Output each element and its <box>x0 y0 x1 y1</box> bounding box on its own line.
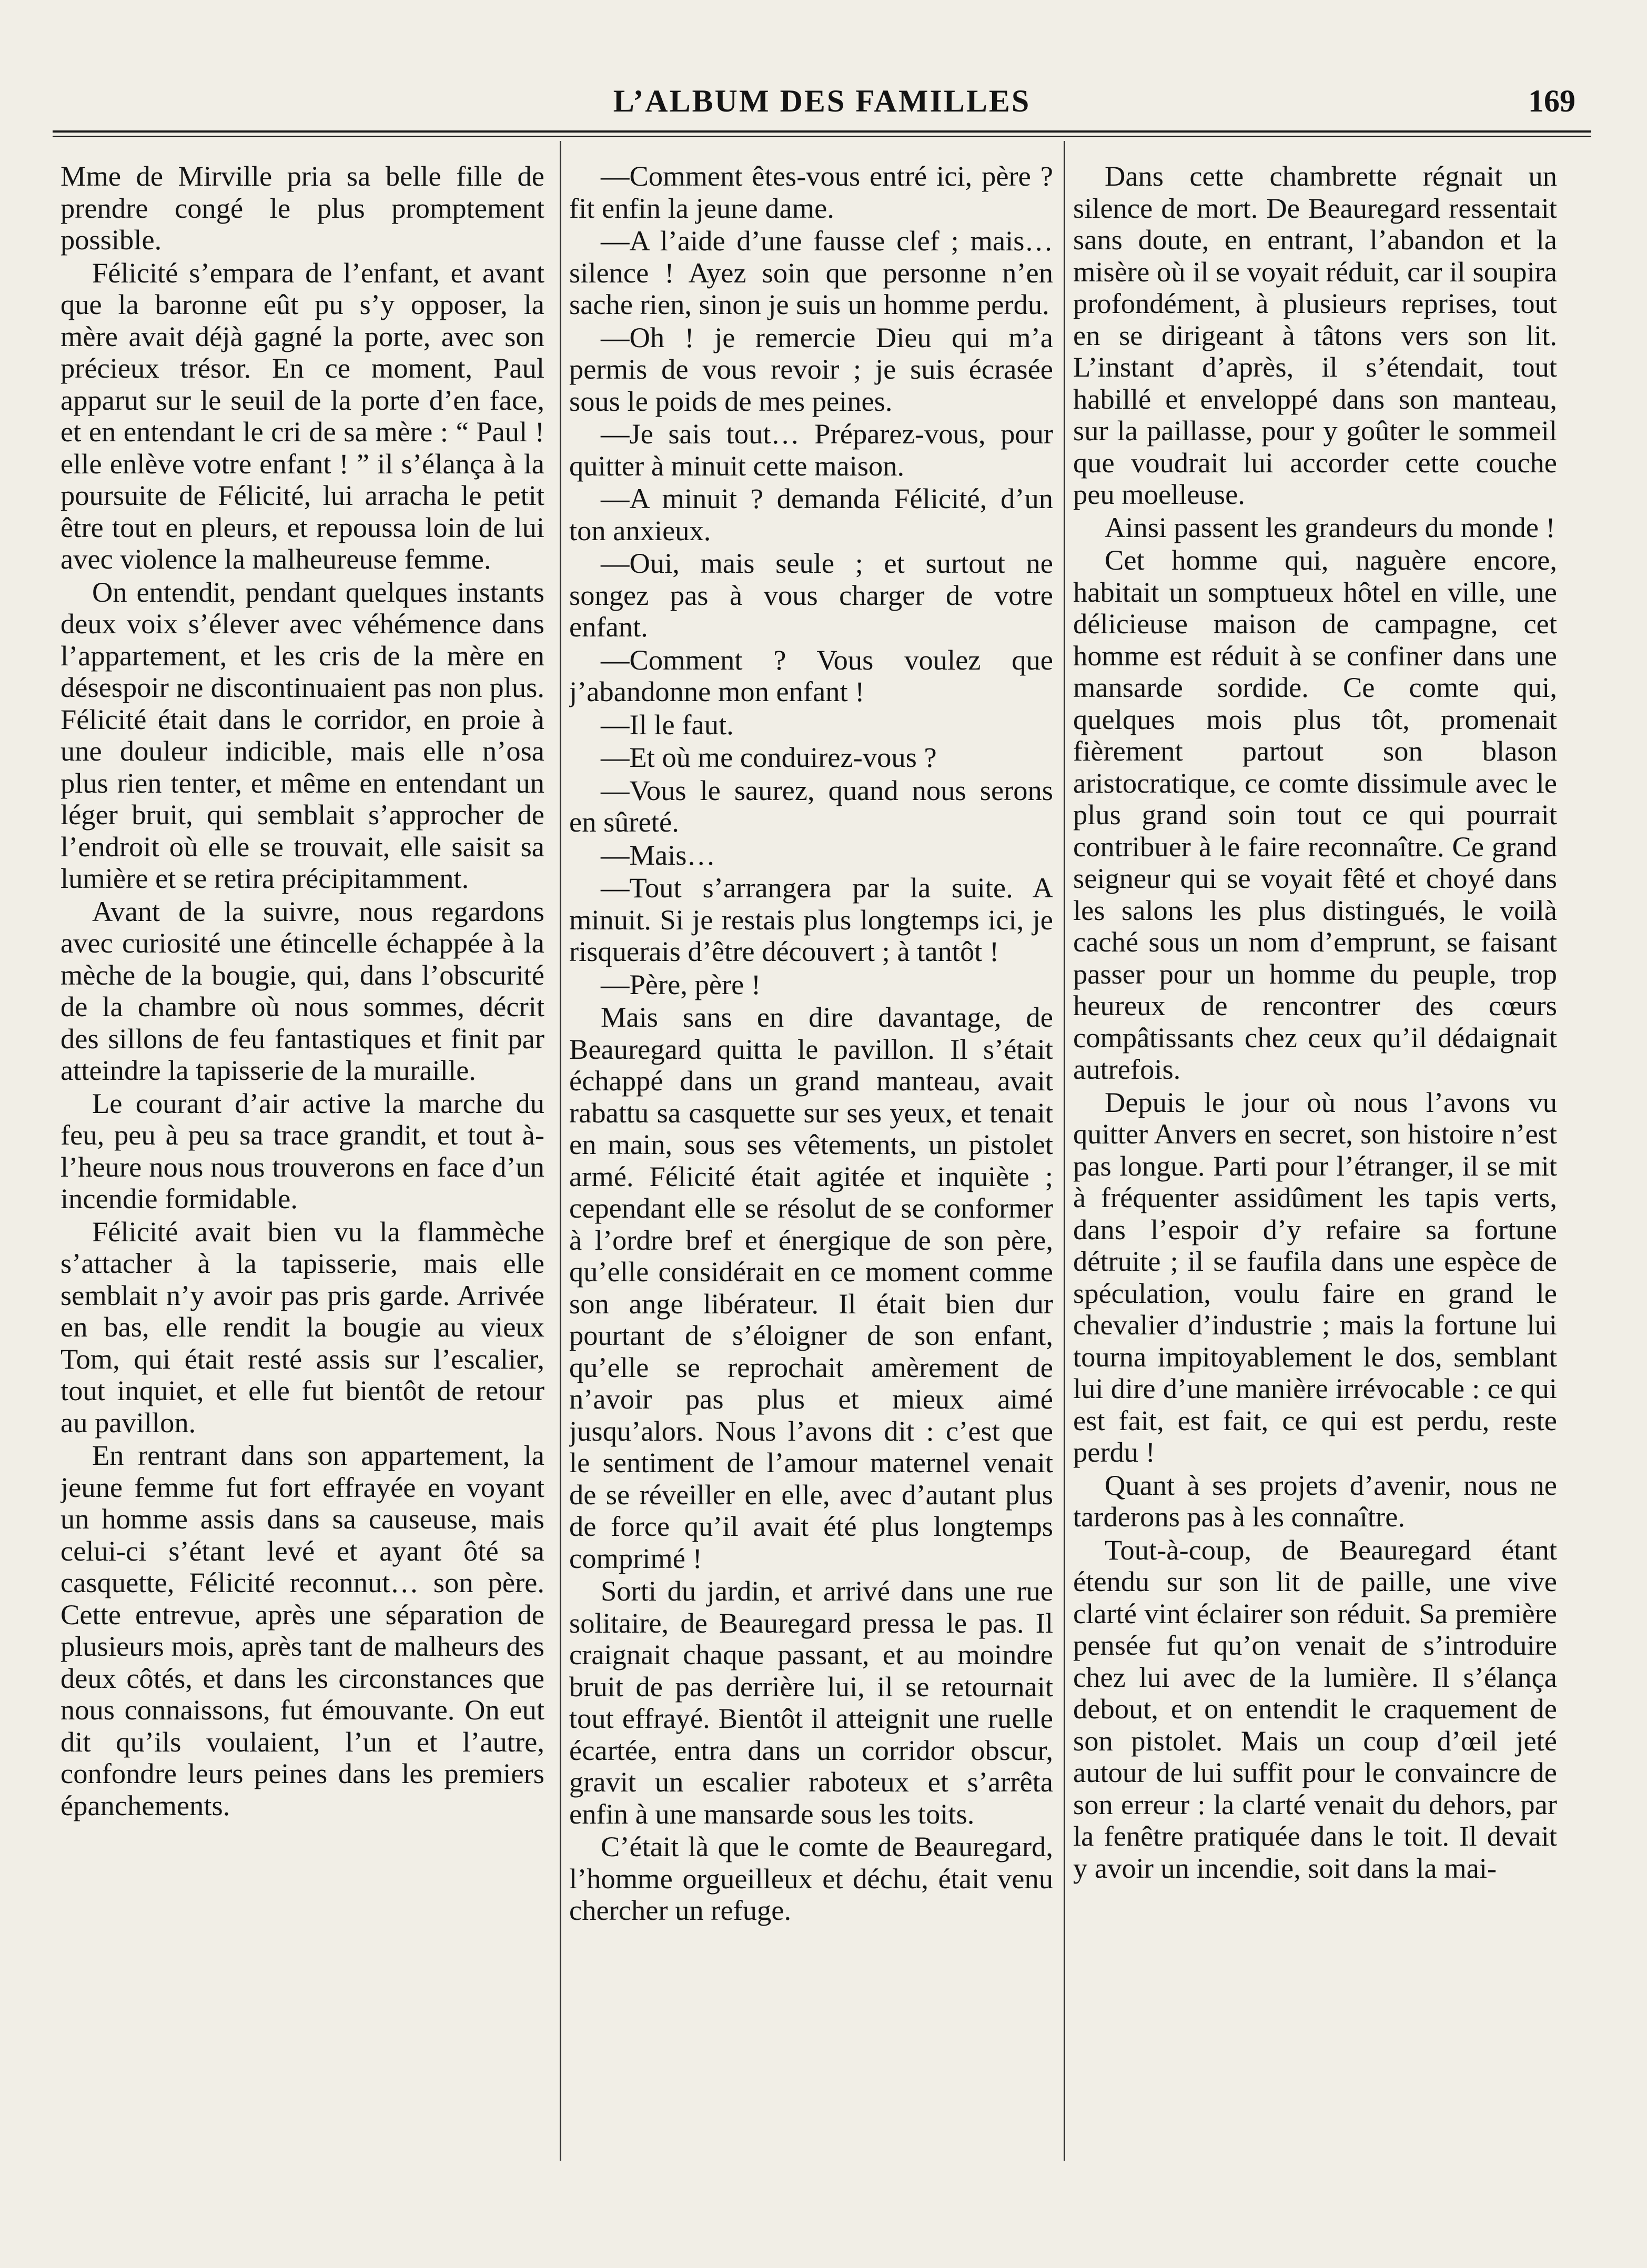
paragraph: Avant de la suivre, nous regardons avec curiosité une étincelle échappée à la mèche de la bougie, qui, dans l’obscurité de la chambre où nous sommes, décrit des sillons de feu fantastiques et finit par atteindre la tapisserie de la muraille. <box>60 895 544 1086</box>
dialogue-line: —A minuit ? demanda Félicité, d’un ton anxieux. <box>569 482 1053 546</box>
paragraph: En rentrant dans son appartement, la jeune femme fut fort effrayée en voyant un homme assis dans sa causeuse, mais celui-ci s’étant levé et ayant ôté sa casquette, Félicité reconnut… son père. Cette entrevue, après une séparation de plusieurs mois, après tant de malheurs des deux côtés, et dans les circonstances que nous connaissons, fut émouvante. On eut dit qu’ils voulaient, l’un et l’autre, confondre leurs peines dans les premiers épanchements. <box>60 1439 544 1821</box>
paragraph: Ainsi passent les grandeurs du monde ! <box>1105 511 1555 543</box>
dialogue-line: —Comment êtes-vous entré ici, père ? fit enfin la jeune dame. <box>569 160 1053 224</box>
dialogue-line: —Oui, mais seule ; et surtout ne songez pas à vous charger de votre enfant. <box>569 547 1053 643</box>
header-rule <box>53 130 1591 133</box>
text-column-2 <box>569 160 1053 2191</box>
paragraph: Le courant d’air active la marche du feu, peu à peu sa trace grandit, et tout à-l’heure nous nous trouverons en face d’un incendie formidable. <box>60 1087 544 1214</box>
paragraph: Mais sans en dire davantage, de Beauregard quitta le pavillon. Il s’était échappé dans un grand manteau, avait rabattu sa casquette sur ses yeux, et tenait en main, sous ses vêtements, un pistolet armé. Félicité était agitée et inquiète ; cependant elle se résolut de se conformer à l’ordre bref et énergique de son père, qu’elle considérait en ce moment comme son ange libérateur. Il était bien dur pourtant de s’éloigner de son enfant, qu’elle se reprochait amèrement de n’avoir pas plus et mieux aimé jusqu’alors. Nous l’avons dit : c’est que le sentiment de l’amour maternel venait de se réveiller en elle, avec d’autant plus de force qu’il avait été plus longtemps comprimé ! <box>569 1001 1053 1574</box>
paragraph: On entendit, pendant quelques instants deux voix s’élever avec véhémence dans l’appartement, et les cris de la mère en désespoir ne discontinuaient pas non plus. Félicité était dans le corridor, en proie à une douleur indicible, mais elle n’osa plus rien tenter, et même en entendant un léger bruit, qui semblait s’approcher de l’endroit où elle se trouvait, elle saisit sa lumière et se retira précipitamment. <box>60 575 544 894</box>
paragraph: Cet homme qui, naguère encore, habitait un somptueux hôtel en ville, une délicieuse maison de campagne, cet homme est réduit à se confiner dans une mansarde sordide. Ce comte qui, quelques mois plus tôt, promenait fièrement partout son blason aristocratique, ce comte dissimule avec le plus grand soin tout ce qui pourrait contribuer à le faire reconnaître. Ce grand seigneur qui se voyait fêté et choyé dans les salons les plus distingués, le voilà caché sous un nom d’emprunt, se faisant passer pour un homme du peuple, trop heureux de rencontrer des cœurs compâtissants chez ceux qu’il dédaignait autrefois. <box>1073 544 1557 1085</box>
column-divider <box>560 141 561 2161</box>
dialogue-line: —Il le faut. <box>601 708 734 741</box>
paragraph: Félicité s’empara de l’enfant, et avant que la baronne eût pu s’y opposer, la mère avait déjà gagné la porte, avec son précieux trésor. En ce moment, Paul apparut sur le seuil de la porte d’en face, et en entendant le cri de sa mère : “ Paul ! elle enlève votre enfant ! ” il s’élança à la poursuite de Félicité, lui arracha le petit être tout en pleurs, et repoussa loin de lui avec violence la malheureuse femme. <box>60 256 544 575</box>
page-number: 169 <box>1528 84 1575 118</box>
column-divider <box>1064 141 1065 2161</box>
dialogue-line: —Oh ! je remercie Dieu qui m’a permis de vous revoir ; je suis écrasée sous le poids de mes peines. <box>569 321 1053 417</box>
text-column-3 <box>1073 160 1557 2191</box>
paragraph: C’était là que le comte de Beauregard, l’homme orgueilleux et déchu, était venu chercher un refuge. <box>569 1830 1053 1926</box>
paragraph: Depuis le jour où nous l’avons vu quitter Anvers en secret, son histoire n’est pas longue. Parti pour l’étranger, il se mit à fréquenter assidûment les tapis verts, dans l’espoir d’y refaire sa fortune détruite ; il se faufila dans une espèce de spéculation, voulu faire en grand le chevalier d’industrie ; mais la fortune lui tourna impitoyablement le dos, semblant lui dire d’une manière irrévocable : ce qui est fait, est fait, ce qui est perdu, reste perdu ! <box>1073 1086 1557 1468</box>
paragraph: Mme de Mirville pria sa belle fille de prendre congé le plus promptement possible. <box>60 160 544 256</box>
header-rule-thin <box>53 136 1591 137</box>
dialogue-line: —Père, père ! <box>601 968 761 1000</box>
paragraph: Sorti du jardin, et arrivé dans une rue solitaire, de Beauregard pressa le pas. Il craignait chaque passant, et au moindre bruit de pas derrière lui, il se retournait tout effrayé. Bientôt il atteignit une ruelle écartée, entra dans un corridor obscur, gravit un escalier raboteux et s’arrêta enfin à une mansarde sous les toits. <box>569 1575 1053 1830</box>
dialogue-line: —Et où me conduirez-vous ? <box>601 741 937 773</box>
text-column-1 <box>60 160 544 2191</box>
paragraph: Félicité avait bien vu la flammèche s’attacher à la tapisserie, mais elle semblait n’y avoir pas pris garde. Arrivée en bas, elle rendit la bougie au vieux Tom, qui était resté assis sur l’escalier, tout inquiet, et elle fut bientôt de retour au pavillon. <box>60 1215 544 1439</box>
dialogue-line: —Mais… <box>601 838 715 871</box>
dialogue-line: —Vous le saurez, quand nous serons en sûreté. <box>569 774 1053 838</box>
dialogue-line: —Je sais tout… Préparez-vous, pour quitter à minuit cette maison. <box>569 418 1053 482</box>
paragraph: Dans cette chambrette régnait un silence de mort. De Beauregard ressentait sans doute, en entrant, l’abandon et la misère où il se voyait réduit, car il soupira profondément, à plusieurs reprises, tout en se dirigeant à tâtons vers son lit. L’instant d’après, il s’étendait, tout habillé et enveloppé dans son manteau, sur la paillasse, pour y goûter le sommeil que voudrait lui accorder cette couche peu moelleuse. <box>1073 160 1557 510</box>
publication-title: L’ALBUM DES FAMILLES <box>613 84 1031 118</box>
dialogue-line: —Tout s’arrangera par la suite. A minuit. Si je restais plus longtemps ici, je risquerais d’être découvert ; à tantôt ! <box>569 872 1053 967</box>
dialogue-line: —A l’aide d’une fausse clef ; mais… silence ! Ayez soin que personne n’en sache rien, sinon je suis un homme perdu. <box>569 225 1053 320</box>
page-header <box>53 74 1591 131</box>
dialogue-line: —Comment ? Vous voulez que j’abandonne mon enfant ! <box>569 643 1053 707</box>
paragraph: Tout-à-coup, de Beauregard étant étendu sur son lit de paille, une vive clarté vint éclairer son réduit. Sa première pensée fut qu’on venait de s’introduire chez lui avec de la lumière. Il s’élança debout, et on entendit le craquement de son pistolet. Mais un coup d’œil jeté autour de lui suffit pour le convaincre de son erreur : la clarté venait du dehors, par la fenêtre pratiquée dans le toit. Il devait y avoir un incendie, soit dans la mai- <box>1073 1533 1557 1884</box>
paragraph: Quant à ses projets d’avenir, nous ne tarderons pas à les connaître. <box>1073 1469 1557 1533</box>
